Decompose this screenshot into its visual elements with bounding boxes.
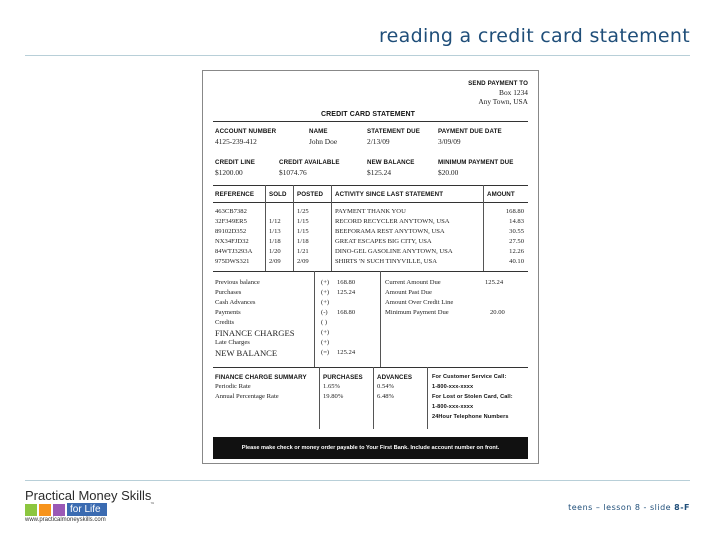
col-divider (314, 271, 315, 367)
transaction-amount: 168.80 (505, 208, 524, 215)
transaction-posted: 1/21 (297, 248, 309, 255)
new-balance-label: NEW BALANCE (367, 159, 415, 166)
service-line4: 1-800-xxx-xxxx (432, 404, 474, 410)
finance-summary-header: FINANCE CHARGE SUMMARY (215, 374, 307, 381)
amount-over-credit-line-label: Amount Over Credit Line (385, 299, 454, 306)
slide-number (530, 503, 690, 512)
title-divider (25, 55, 690, 56)
summary-new-balance-value: 125.24 (337, 349, 356, 356)
divider (213, 185, 528, 186)
transaction-posted: 1/18 (297, 238, 309, 245)
transaction-amount: 40.10 (509, 258, 524, 265)
account-number-label: ACCOUNT NUMBER (215, 128, 277, 135)
divider (213, 121, 528, 122)
minimum-payment-value: $20.00 (438, 168, 459, 177)
send-payment-line2: Any Town, USA (478, 97, 528, 106)
transaction-activity: DINO-GEL GASOLINE ANYTOWN, USA (335, 248, 453, 255)
minimum-payment-due-label: Minimum Payment Due (385, 309, 449, 316)
transaction-activity: SHIRTS 'N SUCH TINYVILLE, USA (335, 258, 437, 265)
new-balance-value: $125.24 (367, 168, 392, 177)
slide-number-value: 8-F (674, 503, 690, 512)
send-payment-line1: Box 1234 (499, 88, 528, 97)
col-divider (293, 185, 294, 271)
minimum-payment-due-value: 20.00 (490, 309, 505, 316)
logo-square-purple (53, 504, 65, 516)
send-payment-block (468, 79, 528, 106)
slide-number-prefix: teens – lesson 8 - slide (568, 503, 672, 512)
finance-purchases-header: PURCHASES (323, 374, 363, 381)
transaction-posted: 1/25 (297, 208, 309, 215)
payment-instructions-text: Please make check or money order payable to Your First Bank. Include account number on front. (241, 445, 500, 451)
transaction-sold: 1/20 (269, 248, 281, 255)
divider (213, 202, 528, 203)
summary-finance-charges-label: FINANCE CHARGES (215, 328, 295, 338)
transaction-reference: 32F349ER5 (215, 218, 247, 225)
summary-purchases-sign: (+) (321, 289, 330, 296)
apr-label: Annual Percentage Rate (215, 393, 279, 400)
transaction-sold: 1/18 (269, 238, 281, 245)
service-line3: For Lost or Stolen Card, Call: (432, 394, 513, 400)
send-payment-label: SEND PAYMENT TO (468, 80, 528, 87)
statement-due-label: STATEMENT DUE (367, 128, 420, 135)
summary-payments-value: 168.80 (337, 309, 356, 316)
transaction-amount: 12.26 (509, 248, 524, 255)
transaction-activity: BEEFORAMA REST ANYTOWN, USA (335, 228, 445, 235)
divider (213, 367, 528, 368)
summary-new-balance-sign: (=) (321, 349, 330, 356)
col-divider (427, 367, 428, 429)
name-value: John Doe (309, 137, 338, 146)
summary-previous-balance-label: Previous balance (215, 279, 260, 286)
transaction-reference: NX34FJD32 (215, 238, 249, 245)
col-header-posted: POSTED (297, 191, 324, 198)
transaction-sold: 1/12 (269, 218, 281, 225)
col-header-activity: ACTIVITY SINCE LAST STATEMENT (335, 191, 444, 198)
col-divider (373, 367, 374, 429)
logo-square-green (25, 504, 37, 516)
slide-title: reading a credit card statement (378, 25, 690, 47)
periodic-rate-advances: 0.54% (377, 383, 395, 390)
service-line1: For Customer Service Call: (432, 374, 507, 380)
transaction-posted: 1/15 (297, 228, 309, 235)
col-divider (319, 367, 320, 429)
credit-line-value: $1200.00 (215, 168, 243, 177)
payment-due-label: PAYMENT DUE DATE (438, 128, 502, 135)
service-line5: 24Hour Telephone Numbers (432, 414, 509, 420)
summary-cash-advances-sign: (+) (321, 299, 330, 306)
periodic-rate-purchases: 1.65% (323, 383, 341, 390)
transaction-posted: 1/15 (297, 218, 309, 225)
transaction-activity: PAYMENT THANK YOU (335, 208, 406, 215)
col-divider (265, 185, 266, 271)
transaction-sold: 2/09 (269, 258, 281, 265)
summary-payments-sign: (-) (321, 309, 328, 316)
service-line2: 1-800-xxx-xxxx (432, 384, 474, 390)
transaction-reference: 89102D352 (215, 228, 247, 235)
current-amount-due-value: 125.24 (485, 279, 504, 286)
transaction-amount: 30.55 (509, 228, 524, 235)
amount-past-due-label: Amount Past Due (385, 289, 432, 296)
apr-purchases: 19.80% (323, 393, 344, 400)
summary-purchases-label: Purchases (215, 289, 242, 296)
transaction-sold: 1/13 (269, 228, 281, 235)
col-header-sold: SOLD (269, 191, 287, 198)
account-number-value: 4125-239-412 (215, 137, 257, 146)
logo-square-orange (39, 504, 51, 516)
credit-available-label: CREDIT AVAILABLE (279, 159, 340, 166)
payment-instructions-bar (213, 437, 528, 459)
minimum-payment-label: MINIMUM PAYMENT DUE (438, 159, 514, 166)
logo-line1: Practical Money Skills (25, 488, 152, 503)
transaction-reference: 975DWS321 (215, 258, 250, 265)
summary-cash-advances-label: Cash Advances (215, 299, 256, 306)
footer-divider (25, 480, 690, 481)
current-amount-due-label: Current Amount Due (385, 279, 441, 286)
periodic-rate-label: Periodic Rate (215, 383, 251, 390)
transaction-amount: 27.50 (509, 238, 524, 245)
transaction-reference: 84WTJ3293A (215, 248, 253, 255)
transaction-posted: 2/09 (297, 258, 309, 265)
name-label: NAME (309, 128, 328, 135)
col-header-amount: AMOUNT (487, 191, 515, 198)
summary-payments-label: Payments (215, 309, 241, 316)
transaction-activity: GREAT ESCAPES BIG CITY, USA (335, 238, 432, 245)
summary-late-charges-sign: (+) (321, 339, 330, 346)
finance-advances-header: ADVANCES (377, 374, 413, 381)
credit-card-statement (202, 70, 539, 464)
summary-previous-balance-value: 168.80 (337, 279, 356, 286)
summary-late-charges-label: Late Charges (215, 339, 250, 346)
transaction-activity: RECORD RECYCLER ANYTOWN, USA (335, 218, 450, 225)
apr-advances: 6.48% (377, 393, 395, 400)
logo-line2: for Life (67, 503, 107, 516)
logo-url: www.practicalmoneyskills.com (25, 517, 106, 523)
col-divider (483, 185, 484, 271)
summary-new-balance-label: NEW BALANCE (215, 348, 278, 358)
statement-title: CREDIT CARD STATEMENT (321, 111, 416, 118)
col-divider (380, 271, 381, 367)
credit-line-label: CREDIT LINE (215, 159, 255, 166)
summary-previous-balance-sign: (+) (321, 279, 330, 286)
col-divider (331, 185, 332, 271)
summary-finance-charges-sign: (+) (321, 329, 330, 336)
summary-credits-label: Credits (215, 319, 235, 326)
statement-due-value: 2/13/09 (367, 137, 390, 146)
logo-trademark: ™ (150, 502, 155, 508)
practical-money-skills-logo (25, 488, 165, 528)
summary-credits-sign: ( ) (321, 319, 328, 326)
col-header-reference: REFERENCE (215, 191, 255, 198)
transaction-reference: 463CB7382 (215, 208, 247, 215)
transaction-amount: 14.83 (509, 218, 524, 225)
credit-available-value: $1074.76 (279, 168, 307, 177)
payment-due-value: 3/09/09 (438, 137, 461, 146)
divider (213, 271, 528, 272)
summary-purchases-value: 125.24 (337, 289, 356, 296)
